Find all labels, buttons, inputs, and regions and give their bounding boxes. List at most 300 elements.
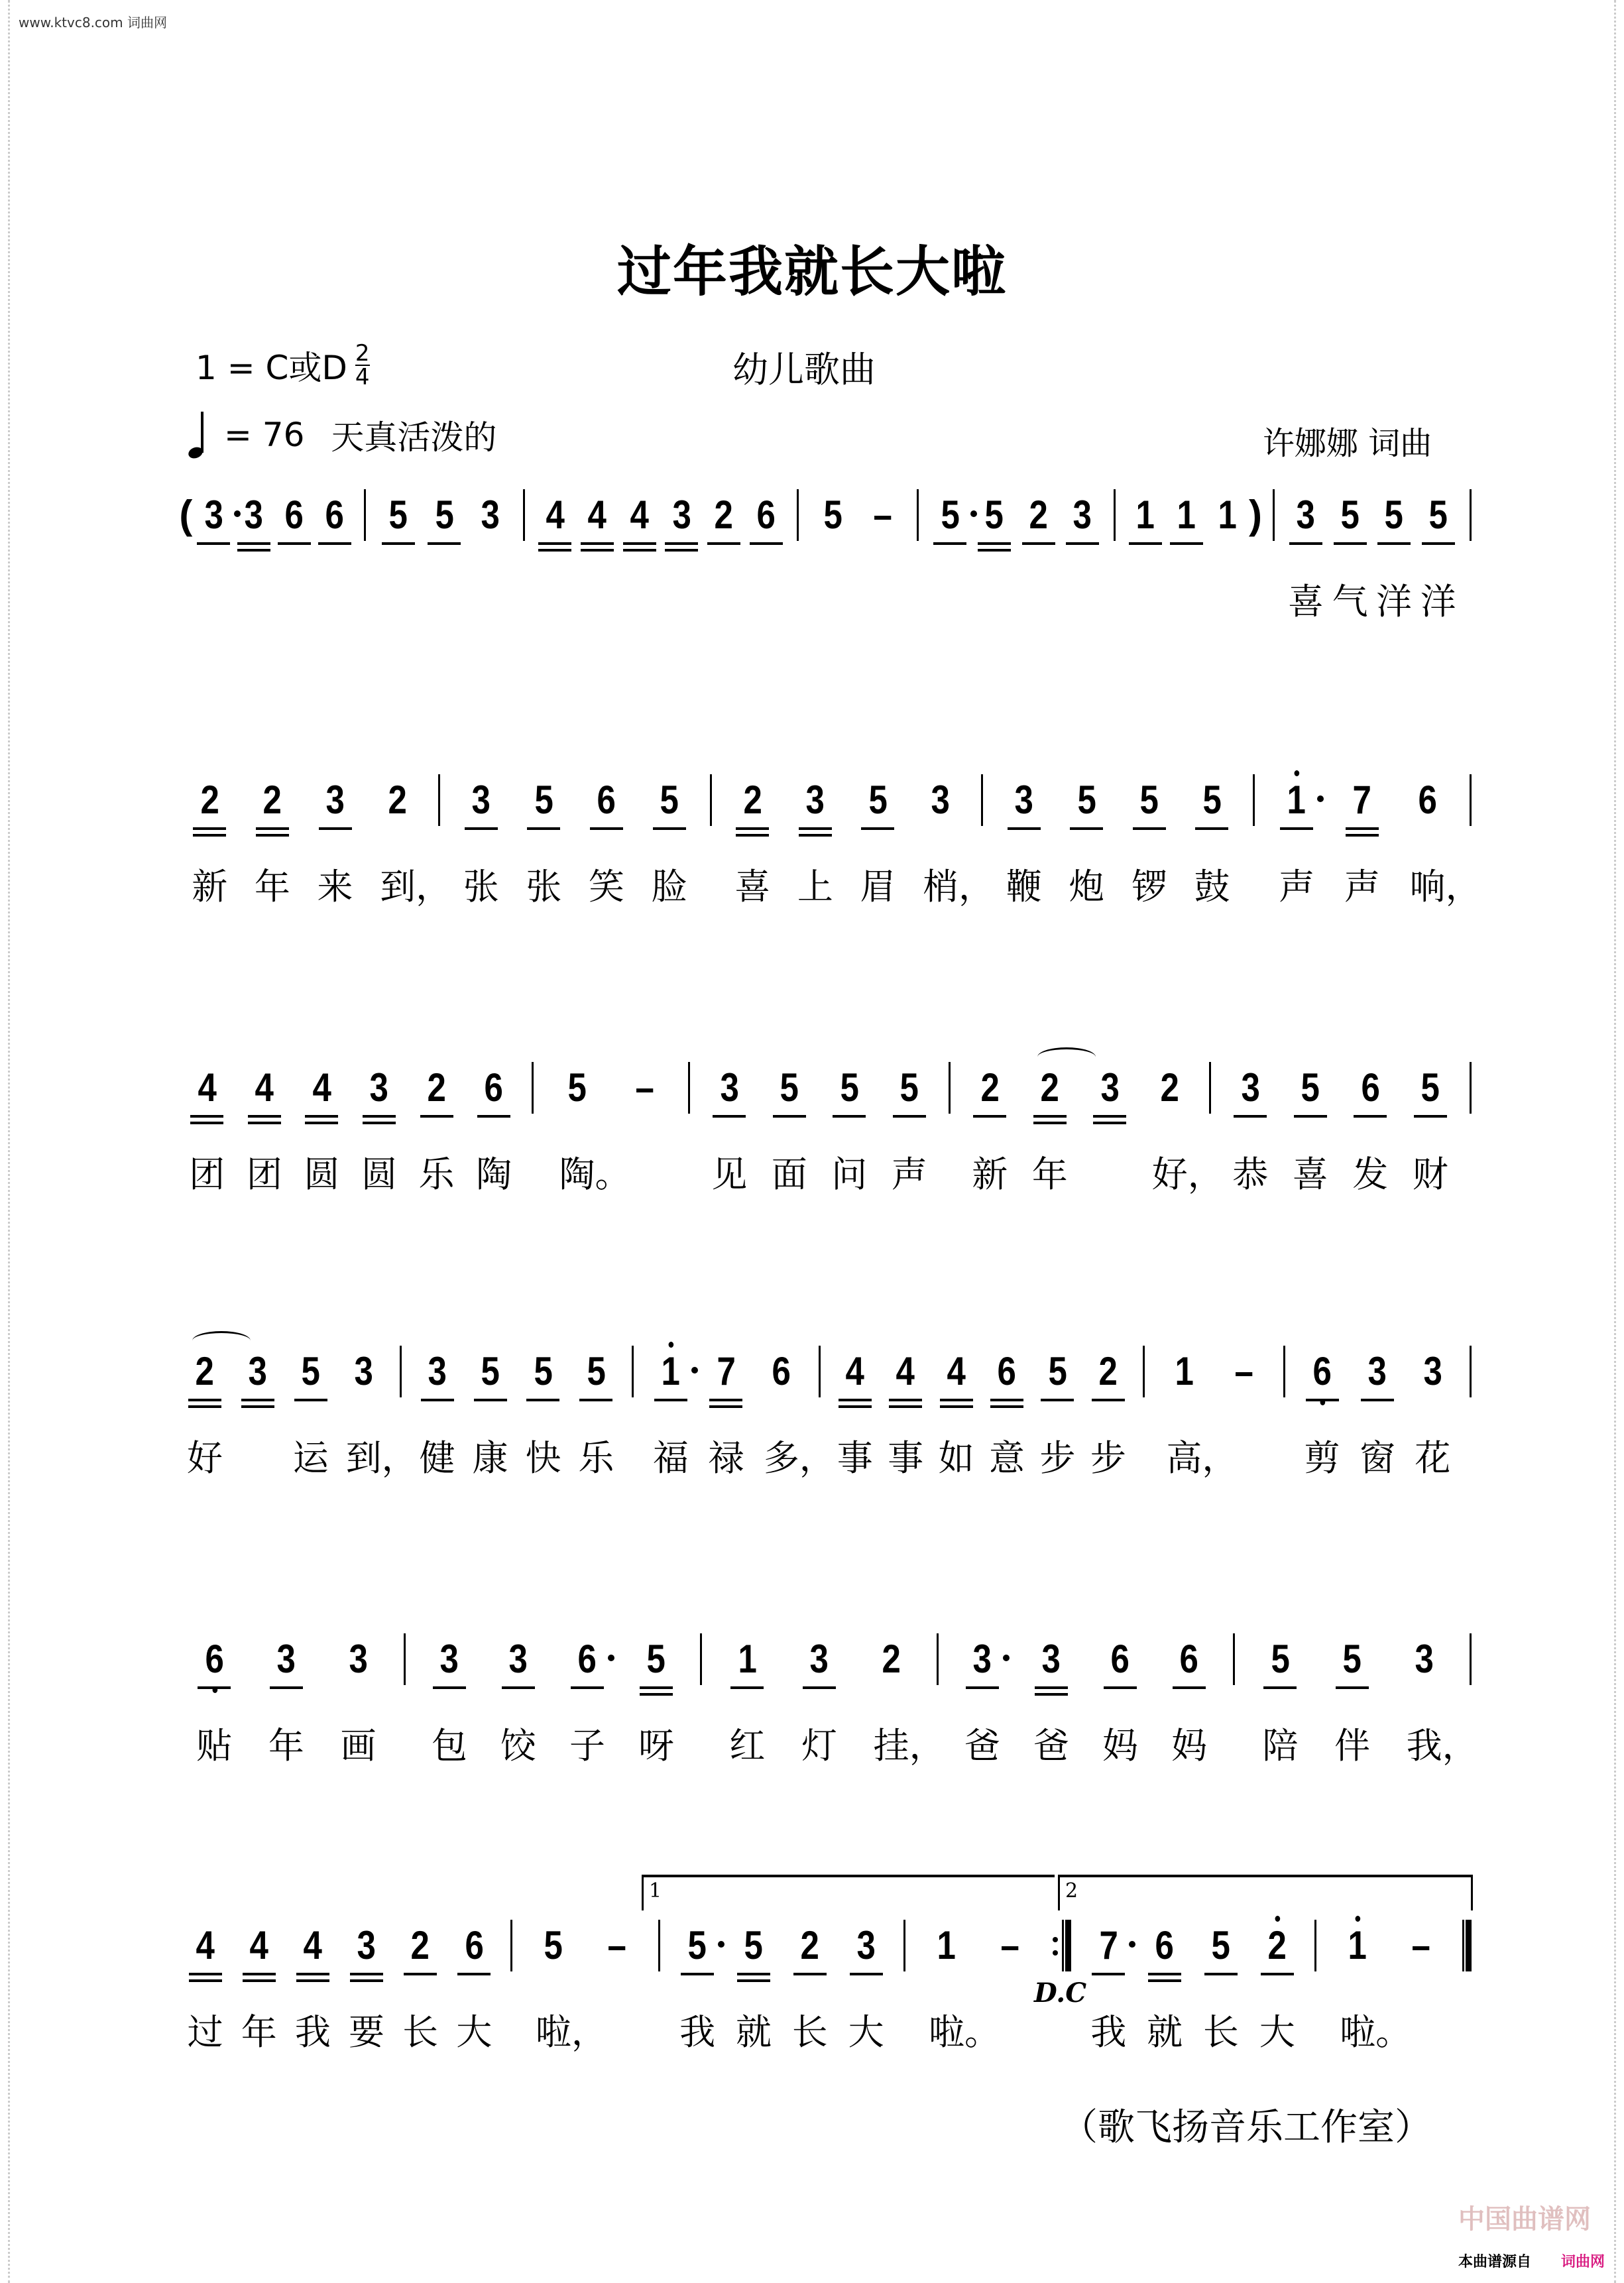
measure bbox=[169, 1633, 404, 1767]
underline-beam bbox=[737, 1973, 770, 1975]
lyric: 运 bbox=[292, 1437, 329, 1479]
lyric: 声 bbox=[1279, 866, 1315, 907]
note-digit: 5 bbox=[1202, 778, 1222, 822]
note bbox=[253, 774, 292, 907]
underline-beam bbox=[527, 827, 560, 830]
note bbox=[1413, 1346, 1452, 1479]
lyric: 声 bbox=[891, 1153, 927, 1195]
note-digit: 5 bbox=[1271, 1637, 1290, 1681]
note bbox=[1419, 489, 1458, 622]
note bbox=[1202, 1920, 1240, 2053]
note-digit: 6 bbox=[1312, 1346, 1331, 1397]
lyric: 多， bbox=[763, 1437, 835, 1479]
note bbox=[836, 1346, 874, 1479]
measure bbox=[1116, 489, 1272, 541]
lyric: 新 bbox=[972, 1153, 1008, 1195]
underline-beam bbox=[477, 1115, 510, 1118]
note-digit: 5 bbox=[301, 1349, 320, 1393]
barline bbox=[1470, 1062, 1472, 1114]
note-digit: 5 bbox=[687, 1923, 707, 1967]
measure bbox=[905, 1920, 1051, 2053]
note bbox=[770, 1062, 809, 1195]
lyric: 张 bbox=[463, 866, 499, 907]
lyric: 妈 bbox=[1171, 1725, 1208, 1767]
note bbox=[1165, 1346, 1238, 1479]
note-digit: 5 bbox=[1428, 493, 1448, 537]
note bbox=[471, 489, 510, 541]
note bbox=[267, 1633, 306, 1767]
lyric: 圆 bbox=[361, 1153, 397, 1195]
underline-beam bbox=[294, 1399, 327, 1401]
note bbox=[975, 489, 1014, 541]
note bbox=[245, 1062, 284, 1195]
note-digit: 3 bbox=[439, 1637, 459, 1681]
note-digit: 1 bbox=[1287, 774, 1306, 826]
lyric: 上 bbox=[797, 866, 833, 907]
note bbox=[847, 1920, 886, 2053]
watermark-logo: 中国曲谱网 bbox=[1458, 2204, 1591, 2235]
note-digit: 5 bbox=[1301, 1065, 1320, 1110]
underline-beam bbox=[1041, 1399, 1074, 1401]
underline-beam bbox=[1092, 1399, 1125, 1401]
note-digit: 3 bbox=[1241, 1065, 1260, 1110]
note-digit: 3 bbox=[354, 1349, 373, 1393]
note bbox=[188, 1062, 226, 1195]
note bbox=[728, 1633, 766, 1767]
lyric: 喜 bbox=[1292, 1153, 1328, 1195]
note bbox=[471, 1346, 510, 1479]
note bbox=[194, 489, 233, 541]
note-digit: 6 bbox=[772, 1349, 791, 1393]
underline-beam bbox=[465, 827, 498, 830]
lyric: 康 bbox=[472, 1437, 508, 1479]
underline-beam bbox=[241, 1399, 274, 1401]
underline-beam bbox=[1033, 1122, 1067, 1124]
note-digit: 2 bbox=[1029, 493, 1048, 537]
underline-beam bbox=[1070, 827, 1103, 830]
note-digit: 3 bbox=[471, 778, 491, 822]
lyric: 花 bbox=[1415, 1437, 1451, 1479]
underline-beam bbox=[1093, 1122, 1126, 1124]
underline-beam bbox=[404, 1973, 437, 1975]
note-digit: 6 bbox=[1361, 1065, 1380, 1110]
underline-beam bbox=[193, 834, 226, 837]
underline-beam bbox=[1289, 542, 1322, 545]
underline-beam bbox=[241, 1405, 274, 1408]
measure bbox=[1285, 1346, 1470, 1479]
underline-beam bbox=[933, 542, 966, 545]
lyric: 洋 bbox=[1376, 581, 1413, 622]
lyric: 洋 bbox=[1420, 581, 1456, 622]
note bbox=[1375, 489, 1413, 622]
measure bbox=[402, 1346, 632, 1479]
underline-beam bbox=[1022, 542, 1055, 545]
underline-beam bbox=[237, 549, 270, 552]
lyric: 禄 bbox=[708, 1437, 744, 1479]
note-digit: 5 bbox=[435, 493, 454, 537]
underline-beam bbox=[190, 1115, 223, 1118]
underline-beam bbox=[833, 1115, 866, 1118]
underline-beam bbox=[457, 1973, 491, 1975]
note bbox=[587, 774, 626, 907]
note bbox=[1338, 1920, 1412, 2053]
underline-beam bbox=[318, 542, 351, 545]
note bbox=[1145, 1920, 1184, 2053]
note-digit: 2 bbox=[1160, 1065, 1179, 1110]
lyric: 张 bbox=[526, 866, 562, 907]
measure bbox=[1211, 1062, 1470, 1195]
note bbox=[710, 1062, 748, 1195]
note bbox=[1067, 774, 1106, 907]
score-row bbox=[169, 489, 1472, 622]
lyric: 好 bbox=[186, 1437, 223, 1479]
augmentation-dot bbox=[1317, 795, 1324, 802]
barline bbox=[1470, 1633, 1472, 1685]
underline-beam bbox=[623, 542, 656, 545]
note-digit: 3 bbox=[244, 493, 264, 537]
time-bottom: 4 bbox=[355, 364, 370, 390]
underline-beam bbox=[1035, 1686, 1068, 1689]
note-digit: 2 bbox=[410, 1923, 430, 1967]
measure bbox=[634, 1346, 835, 1479]
lyric: 来 bbox=[317, 866, 353, 907]
note-digit: 5 bbox=[984, 493, 1004, 537]
note-digit: 6 bbox=[284, 493, 304, 537]
lyric: 陪 bbox=[1262, 1725, 1299, 1767]
sustain-dash bbox=[863, 489, 901, 541]
measure bbox=[799, 489, 917, 541]
note bbox=[813, 489, 852, 541]
underline-beam bbox=[709, 1399, 742, 1401]
underline-beam bbox=[433, 1686, 466, 1689]
underline-beam bbox=[526, 1399, 559, 1401]
note-digit: 3 bbox=[1423, 1349, 1442, 1393]
note bbox=[1151, 1062, 1224, 1195]
note-digit: 1 bbox=[937, 1923, 957, 1967]
underline-beam bbox=[296, 1979, 329, 1982]
note-digit: 3 bbox=[325, 778, 345, 822]
lyric: 健 bbox=[419, 1437, 455, 1479]
note-digit: 4 bbox=[587, 493, 607, 537]
underline-beam bbox=[799, 827, 832, 830]
underline-beam bbox=[799, 834, 832, 837]
note-digit: 2 bbox=[882, 1637, 901, 1681]
note-digit: 2 bbox=[743, 778, 762, 822]
note bbox=[462, 774, 500, 907]
measure bbox=[690, 1062, 949, 1195]
note bbox=[1343, 774, 1381, 907]
slur-mark bbox=[1037, 1047, 1096, 1067]
note-digit: 3 bbox=[508, 1637, 528, 1681]
underline-beam bbox=[189, 1973, 222, 1975]
note-digit: 4 bbox=[630, 493, 649, 537]
measure bbox=[821, 1346, 1143, 1479]
lyric: 就 bbox=[735, 2011, 772, 2053]
lyric: 年 bbox=[268, 1725, 304, 1767]
underline-beam bbox=[1033, 1115, 1067, 1118]
note bbox=[425, 489, 463, 541]
note-digit: 2 bbox=[200, 778, 219, 822]
lyric: 爸 bbox=[964, 1725, 1000, 1767]
lyric: 画 bbox=[340, 1725, 377, 1767]
lyric: 长 bbox=[1202, 2011, 1239, 2053]
measure bbox=[169, 489, 364, 541]
lyric: 到， bbox=[380, 866, 452, 907]
underline-beam bbox=[579, 1399, 612, 1401]
lyric: 长 bbox=[791, 2011, 828, 2053]
lyric: 陶。 bbox=[559, 1153, 631, 1195]
underline-beam bbox=[421, 1399, 454, 1401]
lyric: 大 bbox=[848, 2011, 884, 2053]
underline-beam bbox=[538, 549, 571, 552]
note bbox=[578, 489, 616, 541]
note-digit: 3 bbox=[481, 493, 500, 537]
underline-beam bbox=[248, 1122, 281, 1124]
underline-beam bbox=[305, 1115, 338, 1118]
note bbox=[886, 1346, 925, 1479]
note-digit: 5 bbox=[1384, 493, 1404, 537]
measure bbox=[169, 1062, 532, 1195]
note bbox=[707, 1346, 745, 1479]
note-digit: 7 bbox=[1099, 1923, 1118, 1967]
note-digit: 3 bbox=[1367, 1349, 1387, 1393]
lyric: 发 bbox=[1352, 1153, 1389, 1195]
note bbox=[1170, 1633, 1208, 1767]
note-digit: – bbox=[1234, 1349, 1253, 1393]
score-row bbox=[169, 1346, 1472, 1479]
underline-beam bbox=[1294, 1115, 1327, 1118]
measure bbox=[366, 489, 522, 541]
lyric: 年 bbox=[241, 2011, 277, 2053]
lyric: 乐 bbox=[578, 1437, 614, 1479]
note-digit: 3 bbox=[672, 493, 691, 537]
underline-beam bbox=[1066, 542, 1099, 545]
note-digit: 2 bbox=[388, 778, 408, 822]
note-digit: 6 bbox=[756, 493, 776, 537]
note bbox=[830, 1062, 868, 1195]
note bbox=[1411, 1062, 1450, 1195]
note bbox=[239, 1346, 277, 1397]
note bbox=[294, 1920, 332, 2053]
note-digit: 5 bbox=[481, 1349, 500, 1393]
note bbox=[292, 1346, 330, 1479]
measure bbox=[1316, 1920, 1462, 2053]
note bbox=[524, 774, 563, 907]
final-barline bbox=[1462, 1920, 1472, 1971]
measure bbox=[1145, 1346, 1283, 1479]
underline-beam bbox=[1280, 827, 1313, 830]
underline-beam bbox=[736, 827, 769, 830]
lyric: 妈 bbox=[1102, 1725, 1139, 1767]
note-digit: 5 bbox=[1048, 1349, 1067, 1393]
note bbox=[558, 1062, 631, 1195]
sustain-dash bbox=[1402, 1920, 1440, 1971]
note-digit: – bbox=[1411, 1923, 1431, 1967]
note bbox=[800, 1633, 839, 1767]
note-digit: 2 bbox=[800, 1923, 819, 1967]
note-digit: 2 bbox=[980, 1065, 1000, 1110]
underline-beam bbox=[653, 827, 686, 830]
note bbox=[186, 1920, 225, 2053]
note-digit: 5 bbox=[1342, 1637, 1362, 1681]
measure bbox=[169, 774, 452, 907]
note-digit: 2 bbox=[427, 1065, 446, 1110]
note bbox=[345, 1346, 418, 1479]
repeat-barline bbox=[1051, 1920, 1071, 1971]
lyric: 财 bbox=[1412, 1153, 1448, 1195]
note-digit: 5 bbox=[534, 778, 553, 822]
studio-credit: （歌飞扬音乐工作室） bbox=[1061, 2106, 1432, 2149]
underline-beam bbox=[1173, 1686, 1206, 1689]
underline-beam bbox=[319, 827, 352, 830]
note-digit: 5 bbox=[780, 1065, 799, 1110]
barline bbox=[1470, 774, 1472, 826]
note-digit: 3 bbox=[1073, 493, 1092, 537]
lyric: 啦。 bbox=[929, 2011, 1000, 2053]
underline-beam bbox=[665, 549, 698, 552]
underline-beam bbox=[474, 1399, 507, 1401]
note bbox=[316, 774, 355, 907]
tempo-value: = 76 bbox=[224, 416, 305, 454]
underline-beam bbox=[1170, 542, 1203, 545]
note bbox=[378, 774, 452, 907]
underline-beam bbox=[190, 1122, 223, 1124]
note bbox=[401, 1920, 439, 2053]
note bbox=[430, 1633, 469, 1767]
underline-beam bbox=[654, 1399, 687, 1401]
underline-beam bbox=[839, 1399, 872, 1401]
underline-beam bbox=[640, 1693, 673, 1696]
underline-beam bbox=[1261, 1973, 1294, 1975]
note-digit: 2 bbox=[1098, 1349, 1118, 1393]
note bbox=[536, 489, 574, 541]
note-digit: 2 bbox=[714, 493, 734, 537]
note bbox=[1063, 489, 1102, 541]
lyric: 大 bbox=[1259, 2011, 1295, 2053]
note bbox=[1331, 489, 1369, 622]
lyric: 意 bbox=[989, 1437, 1025, 1479]
note bbox=[858, 774, 897, 907]
lyric: 伴 bbox=[1334, 1725, 1371, 1767]
note bbox=[1101, 1633, 1139, 1767]
note-digit: 5 bbox=[567, 1065, 587, 1110]
underline-beam bbox=[889, 1405, 922, 1408]
note bbox=[620, 489, 659, 541]
note bbox=[931, 489, 969, 541]
note-digit: 4 bbox=[196, 1923, 215, 1967]
lyric: 快 bbox=[525, 1437, 561, 1479]
note bbox=[1005, 774, 1043, 907]
lyric: 锣 bbox=[1131, 866, 1167, 907]
note bbox=[927, 1920, 1000, 2053]
barline bbox=[1470, 489, 1472, 541]
lyric: 眉 bbox=[860, 866, 896, 907]
note-digit: 7 bbox=[717, 1349, 736, 1393]
underline-beam bbox=[990, 1399, 1023, 1401]
augmentation-dot bbox=[608, 1655, 614, 1661]
note-digit: 3 bbox=[276, 1637, 296, 1681]
underline-beam bbox=[1336, 1686, 1369, 1689]
lyric: 乐 bbox=[418, 1153, 455, 1195]
lyric: 过 bbox=[187, 2011, 223, 2053]
note bbox=[872, 1633, 945, 1767]
note bbox=[791, 1920, 829, 2053]
note bbox=[747, 489, 785, 541]
note-digit: 5 bbox=[744, 1923, 764, 1967]
underline-beam bbox=[803, 1686, 836, 1689]
underline-beam bbox=[978, 549, 1011, 552]
note-digit: – bbox=[1000, 1923, 1020, 1967]
measure bbox=[1255, 774, 1481, 907]
note-digit: 3 bbox=[805, 778, 825, 822]
underline-beam bbox=[1133, 827, 1166, 830]
measure bbox=[169, 1346, 418, 1479]
note bbox=[1287, 489, 1325, 622]
note-digit: 5 bbox=[646, 1637, 666, 1681]
tempo-expression: 天真活泼的 bbox=[331, 418, 497, 457]
underline-beam bbox=[363, 1122, 396, 1124]
note bbox=[652, 1346, 690, 1479]
underline-beam bbox=[590, 827, 623, 830]
note bbox=[988, 1346, 1026, 1479]
lyric: 声 bbox=[1344, 866, 1380, 907]
note-digit: 3 bbox=[1296, 493, 1316, 537]
underline-beam bbox=[1093, 1115, 1126, 1118]
note-digit: 1 bbox=[1218, 493, 1237, 537]
note bbox=[1261, 1633, 1299, 1767]
measure bbox=[1235, 1633, 1478, 1767]
underline-beam bbox=[296, 1973, 329, 1975]
note bbox=[970, 1062, 1009, 1195]
note-digit: 4 bbox=[947, 1349, 966, 1393]
underline-beam bbox=[305, 1122, 338, 1124]
note-digit: 6 bbox=[597, 778, 616, 822]
note bbox=[186, 1346, 224, 1479]
watermark-source: 本曲谱源自 bbox=[1458, 2254, 1532, 2270]
measure bbox=[534, 1062, 688, 1195]
lyric: 红 bbox=[729, 1725, 766, 1767]
lyric: 脸 bbox=[651, 866, 687, 907]
underline-beam bbox=[773, 1115, 806, 1118]
measure bbox=[712, 774, 995, 907]
measure bbox=[702, 1633, 945, 1767]
note-digit: 1 bbox=[1135, 493, 1155, 537]
lyric: 大 bbox=[456, 2011, 493, 2053]
measure bbox=[919, 489, 1114, 541]
sustain-dash bbox=[991, 1920, 1029, 1971]
watermark-site: 词曲网 bbox=[1561, 2254, 1605, 2270]
author-credit: 许娜娜 词曲 bbox=[1263, 425, 1432, 462]
underline-beam bbox=[1129, 542, 1162, 545]
note-digit: 3 bbox=[428, 1349, 447, 1393]
note bbox=[475, 1062, 513, 1195]
note-digit: 3 bbox=[357, 1923, 377, 1967]
key-text: 1 = C或D bbox=[196, 349, 347, 387]
note-digit: 3 bbox=[720, 1065, 739, 1110]
lyric: 响， bbox=[1409, 866, 1481, 907]
lyric: 到， bbox=[345, 1437, 418, 1479]
underline-beam bbox=[839, 1405, 872, 1408]
underline-beam bbox=[256, 834, 289, 837]
note bbox=[733, 774, 772, 907]
note bbox=[734, 1920, 773, 2053]
note bbox=[347, 1920, 386, 2053]
lyric: 炮 bbox=[1069, 866, 1105, 907]
close-parenthesis: ) bbox=[1248, 493, 1262, 537]
augmentation-dot bbox=[691, 1367, 698, 1374]
underline-beam bbox=[861, 827, 894, 830]
lyric: 要 bbox=[348, 2011, 384, 2053]
